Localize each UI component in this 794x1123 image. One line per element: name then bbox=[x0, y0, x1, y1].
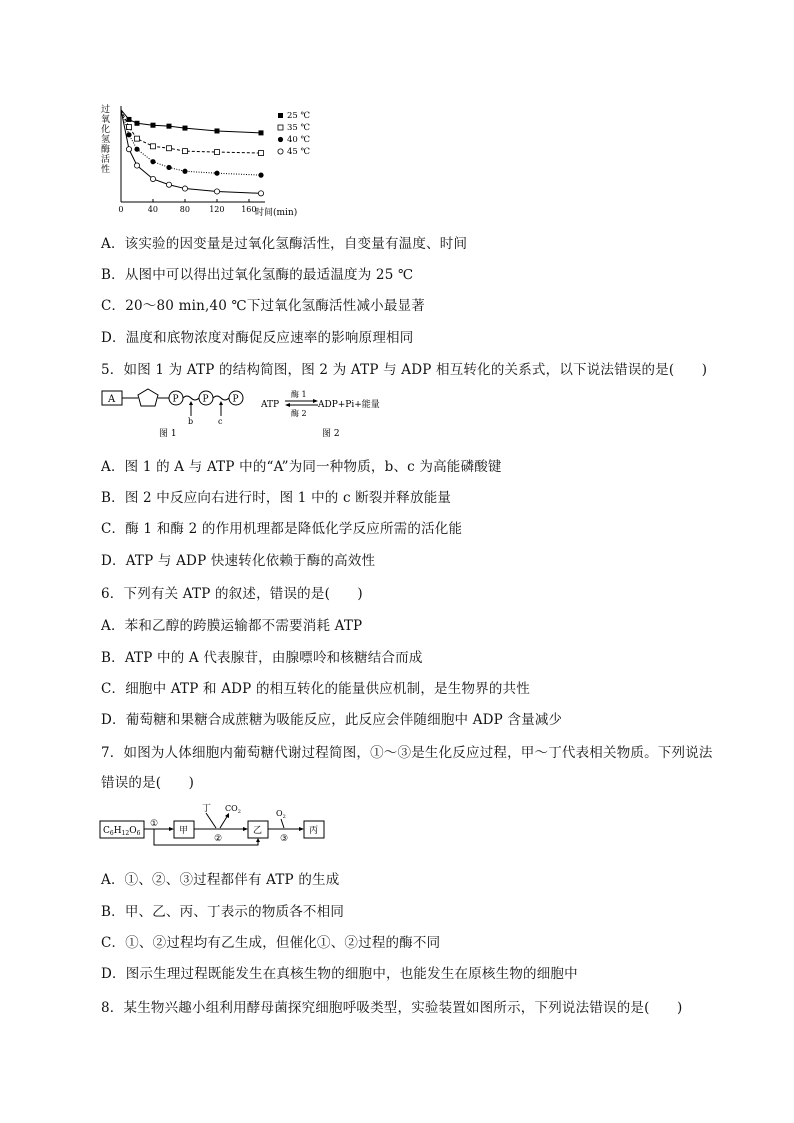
data-point bbox=[134, 163, 139, 168]
yi-label: 乙 bbox=[253, 826, 263, 836]
data-point bbox=[167, 124, 172, 129]
arrow-1-head bbox=[169, 827, 174, 831]
data-point bbox=[182, 186, 187, 191]
arrow-3-head bbox=[299, 827, 304, 831]
y-axis-label bbox=[101, 103, 110, 175]
series-line bbox=[121, 110, 261, 194]
data-point bbox=[134, 147, 139, 152]
q6-stem: 6．下列有关 ATP 的叙述，错误的是( ) bbox=[101, 586, 363, 602]
x-tick-label: 40 bbox=[147, 205, 158, 214]
y-axis-label-char: 氧 bbox=[101, 115, 111, 125]
atp-adp-equation-figure-2 bbox=[258, 386, 408, 442]
high-energy-bond-c bbox=[213, 396, 229, 400]
process-1-label: ① bbox=[150, 819, 159, 829]
data-point bbox=[127, 117, 132, 122]
q4-option-b: B．从图中可以得出过氧化氢酶的最适温度为 25 ℃ bbox=[101, 267, 414, 283]
reverse-arrow-head bbox=[285, 403, 290, 407]
ding-label: 丁 bbox=[202, 804, 212, 814]
data-point bbox=[150, 176, 155, 181]
co2-label: $CO_2$ bbox=[225, 804, 241, 815]
q4-option-a: A．该实验的因变量是过氧化氢酶活性，自变量有温度、时间 bbox=[101, 236, 468, 252]
data-point bbox=[183, 126, 188, 131]
equation-products: ADP+Pi+能量 bbox=[318, 400, 380, 410]
enzyme-activity-chart bbox=[95, 98, 315, 223]
jia-label: 甲 bbox=[179, 826, 189, 836]
atp-structure-figure-1 bbox=[100, 386, 250, 442]
ribose-pentagon bbox=[138, 389, 158, 406]
series-group bbox=[121, 110, 264, 196]
y-axis-label-char: 氢 bbox=[101, 135, 111, 145]
bing-label: 丙 bbox=[309, 826, 319, 836]
o2-label: $O_2$ bbox=[276, 809, 286, 820]
co2-arrow bbox=[220, 815, 228, 828]
figure-1-caption: 图 1 bbox=[159, 429, 177, 439]
data-point bbox=[167, 146, 172, 151]
data-point bbox=[126, 147, 131, 152]
bypass-arrow-head bbox=[256, 838, 260, 842]
legend-marker bbox=[278, 125, 283, 130]
q6-option-c: C．细胞中 ATP 和 ADP 的相互转化的能量供应机制，是生物界的共性 bbox=[101, 681, 530, 697]
q7-option-d: D．图示生理过程既能发生在真核生物的细胞中，也能发生在原核生物的细胞中 bbox=[101, 966, 578, 982]
arrow-b-head bbox=[189, 401, 193, 405]
x-tick-label: 0 bbox=[118, 205, 124, 214]
q4-option-d: D．温度和底物浓度对酶促反应速率的影响原理相同 bbox=[101, 330, 414, 346]
q5-option-a: A．图 1 的 A 与 ATP 中的“A”为同一种物质，b、c 为高能磷酸键 bbox=[101, 459, 502, 475]
q7-option-c: C．①、②过程均有乙生成，但催化①、②过程的酶不同 bbox=[101, 935, 441, 951]
data-point bbox=[166, 182, 171, 187]
data-point bbox=[150, 159, 155, 164]
data-point bbox=[182, 169, 187, 174]
phosphate-3-label: P bbox=[232, 394, 239, 405]
phosphate-1-label: P bbox=[172, 394, 179, 405]
legend-marker bbox=[278, 149, 283, 154]
high-energy-bond-b bbox=[183, 396, 199, 400]
data-point bbox=[259, 130, 264, 135]
q5-option-b: B．图 2 中反应向右进行时，图 1 中的 c 断裂并释放能量 bbox=[101, 490, 452, 506]
x-ticks bbox=[118, 199, 256, 214]
y-axis-label-char: 活 bbox=[101, 155, 111, 165]
q5-option-c: C．酶 1 和酶 2 的作用机理都是降低化学反应所需的活化能 bbox=[101, 521, 463, 537]
data-point bbox=[151, 123, 156, 128]
legend-marker bbox=[278, 137, 283, 142]
legend-label: 45 ℃ bbox=[287, 147, 311, 157]
q8-stem: 8．某生物兴趣小组利用酵母菌探究细胞呼吸类型，实验装置如图所示，下列说法错误的是( ) bbox=[101, 1000, 683, 1016]
y-axis-label-char: 性 bbox=[101, 165, 111, 175]
series-line bbox=[121, 110, 261, 175]
series-line bbox=[121, 110, 261, 133]
data-point bbox=[259, 151, 264, 156]
legend-label: 35 ℃ bbox=[287, 123, 311, 133]
q7-stem-line-2: 错误的是( ) bbox=[101, 775, 195, 791]
process-2-label: ② bbox=[214, 834, 223, 844]
data-point bbox=[258, 191, 263, 196]
ding-arrow bbox=[206, 813, 216, 828]
enzyme-2-label: 酶 2 bbox=[291, 409, 307, 418]
legend-label: 25 ℃ bbox=[287, 111, 311, 121]
data-point bbox=[215, 128, 220, 133]
bypass-line bbox=[154, 829, 258, 845]
q5-option-d: D．ATP 与 ADP 快速转化依赖于酶的高效性 bbox=[101, 553, 376, 569]
enzyme-1-label: 酶 1 bbox=[291, 390, 307, 399]
y-axis-label-char: 过 bbox=[101, 105, 111, 115]
q7-option-a: A．①、②、③过程都伴有 ATP 的生成 bbox=[101, 872, 340, 888]
series-line bbox=[121, 110, 261, 153]
x-tick-label: 80 bbox=[179, 205, 190, 214]
x-tick-label: 160 bbox=[241, 205, 257, 214]
q5-stem: 5．如图 1 为 ATP 的结构简图，图 2 为 ATP 与 ADP 相互转化的关系式，以下说法错误的是( ) bbox=[101, 362, 708, 378]
label-b: b bbox=[188, 417, 194, 426]
glucose-metabolism-diagram bbox=[98, 800, 338, 850]
q6-option-b: B．ATP 中的 A 代表腺苷，由腺嘌呤和核糖结合而成 bbox=[101, 650, 423, 666]
label-c: c bbox=[218, 417, 223, 426]
data-point bbox=[258, 173, 263, 178]
x-axis-label: 时间(min) bbox=[255, 208, 298, 218]
arrow-2-head bbox=[243, 827, 248, 831]
data-point bbox=[215, 150, 220, 155]
data-point bbox=[183, 149, 188, 154]
data-point bbox=[214, 171, 219, 176]
figure-2-caption: 图 2 bbox=[322, 429, 340, 439]
data-point bbox=[166, 165, 171, 170]
q4-option-c: C．20～80 min,40 ℃下过氧化氢酶活性减小最显著 bbox=[101, 298, 425, 314]
q6-option-d: D．葡萄糖和果糖合成蔗糖为吸能反应，此反应会伴随细胞中 ADP 含量减少 bbox=[101, 712, 563, 728]
data-point bbox=[126, 132, 131, 137]
data-point bbox=[135, 136, 140, 141]
adenine-label: A bbox=[108, 394, 116, 405]
data-point bbox=[135, 121, 140, 126]
q6-option-a: A．苯和乙醇的跨膜运输都不需要消耗 ATP bbox=[101, 618, 363, 634]
x-tick-label: 120 bbox=[209, 205, 225, 214]
phosphate-2-label: P bbox=[202, 394, 209, 405]
y-axis-label-char: 酶 bbox=[101, 145, 111, 155]
q7-option-b: B．甲、乙、丙、丁表示的物质各不相同 bbox=[101, 904, 345, 920]
data-point bbox=[214, 189, 219, 194]
y-axis-label-char: 化 bbox=[101, 125, 111, 135]
q7-stem-line-1: 7．如图为人体细胞内葡萄糖代谢过程简图，①～③是生化反应过程，甲～丁代表相关物质。下列说法 bbox=[101, 745, 713, 761]
legend bbox=[278, 111, 310, 157]
data-point bbox=[151, 144, 156, 149]
process-3-label: ③ bbox=[280, 834, 289, 844]
legend-marker bbox=[278, 113, 283, 118]
legend-label: 40 ℃ bbox=[287, 135, 311, 145]
arrow-c-head bbox=[219, 401, 223, 405]
glucose-label: $C_6H_{12}O_6$ bbox=[103, 826, 141, 837]
o2-arrow bbox=[281, 819, 284, 828]
equation-atp: ATP bbox=[261, 400, 280, 410]
